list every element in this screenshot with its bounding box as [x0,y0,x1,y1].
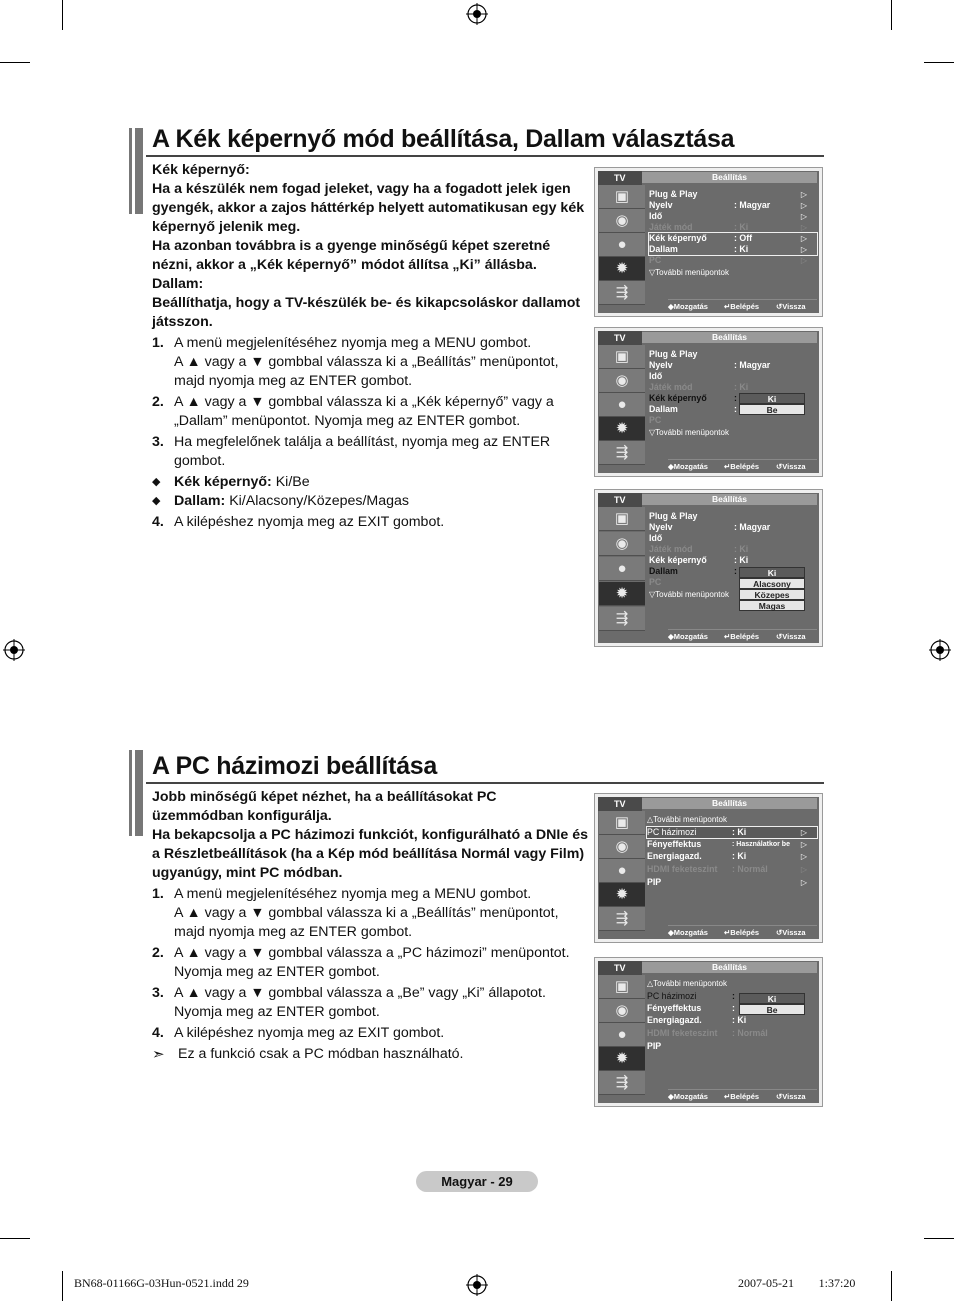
setup-icon: ✹ [599,417,645,441]
intro-paragraph: Ha bekapcsolja a PC házimozi funkciót, konfigurálható a DNIe és a Részletbeállítások (ha a Kép mód beállítása Normál vagy Film) ugyanúgy, mint PC módban. [152,827,588,881]
sound-icon: ◉ [599,532,645,556]
menu-row: PC ▷ [649,255,807,265]
dropdown-option[interactable]: Ki [739,993,805,1004]
step: 4. A kilépéshez nyomja meg az EXIT gombot. [152,1025,445,1041]
intro-paragraph: Ha azonban továbbra is a gyenge minőségű képet szeretné nézni, akkor a „Kék képernyő” módot állítsa „Ki” állásba. [152,238,551,273]
title-underline [146,782,824,784]
menu-row: Fényeffektus : [647,1003,735,1013]
menu-row: Energiagazd. : Ki ▷ [647,851,807,861]
dropdown-option[interactable]: Közepes [739,589,805,600]
crop-mark [0,1238,30,1239]
menu-row: △További menüpontok [647,815,727,824]
menu-row: Plug & Play [649,511,698,521]
menu-row-selected: PC házimozi : Ki ▷ [647,827,817,838]
setup-icon: ✹ [599,257,645,281]
menu-row: Idő [649,371,663,381]
page-number: Magyar - 29 [416,1171,538,1192]
setup-icon: ✹ [599,883,645,907]
step: 2. A ▲ vagy a ▼ gombbal válassza a „PC házimozi” menüpontot. Nyomja meg az ENTER gombot. [152,945,570,980]
tv-label: TV [598,331,642,345]
section-title: A Kék képernyő mód beállítása, Dallam választása [152,125,735,153]
menu-row: Játék mód : Ki [649,544,749,554]
sound-icon: ◉ [599,835,645,859]
menu-row: Energiagazd. : Ki [647,1015,747,1025]
menu-row: Dallam : [649,404,737,414]
input-icon: ⇶ [599,281,645,305]
crop-mark [924,1238,954,1239]
option-bullet: ◆ Kék képernyő: Ki/Be [152,474,310,490]
menu-row: ▽További menüpontok [649,268,729,277]
menu-row: Idő [649,533,663,543]
title-underline [146,155,824,157]
section1-text [152,161,588,534]
tv-label: TV [598,961,642,975]
input-icon: ⇶ [599,607,645,631]
menu-row: Nyelv : Magyar [649,522,771,532]
step: 2. A ▲ vagy a ▼ gombbal válassza ki a „Kék képernyő” vagy a „Dallam” menüpontot. Nyomja meg az ENTER gombot. [152,394,554,429]
menu-row: PIP ▷ [647,877,807,887]
menu-row: △További menüpontok [647,979,727,988]
sound-icon: ◉ [599,209,645,233]
menu-row: PC házimozi : [647,991,735,1001]
menu-row: Nyelv : Magyar [649,360,771,370]
crop-mark [891,1271,892,1301]
channel-icon: ● [599,393,645,417]
picture-icon: ▣ [599,345,645,369]
setup-icon: ✹ [599,1047,645,1071]
menu-row: ▽További menüpontok [649,590,729,599]
sound-icon: ◉ [599,369,645,393]
crop-mark [0,62,30,63]
step: 1. A menü megjelenítéséhez nyomja meg a MENU gombot. A ▲ vagy a ▼ gombbal válassza ki a „Beállítás” menüpontot, majd nyomja meg az ENTER gombot. [152,335,559,389]
section-marker [129,128,143,214]
menu-row: Plug & Play [649,349,698,359]
menu-row: Kék képernyő : [649,393,737,403]
intro-paragraph: Beállíthatja, hogy a TV-készülék be- és kikapcsoláskor dallamot játsszon. [152,295,581,330]
picture-icon: ▣ [599,811,645,835]
osd-footer: ◆ Mozgatás ↵ Belépés ↺ Vissza [668,1092,817,1102]
input-icon: ⇶ [599,441,645,465]
intro-heading: Dallam: [152,276,204,292]
channel-icon: ● [599,557,645,581]
dropdown-option[interactable]: Alacsony [739,578,805,589]
dropdown-option[interactable]: Ki [739,393,805,404]
osd-screen [594,167,823,317]
dropdown-option[interactable]: Be [739,1004,805,1015]
intro-paragraph: Jobb minőségű képet nézhet, ha a beállításokat PC üzemmódban konfigurálja. [152,789,497,824]
dropdown-option[interactable]: Magas [739,600,805,611]
dropdown-option[interactable]: Be [739,404,805,415]
registration-mark-icon [466,1274,488,1296]
crop-mark [62,0,63,30]
menu-row: Kék képernyő : Ki [649,555,749,565]
diamond-icon: ◆ [152,495,161,507]
option-bullet: ◆ Dallam: Ki/Alacsony/Közepes/Magas [152,493,409,509]
menu-row: Dallam : [649,566,737,576]
dropdown-option[interactable]: Ki [739,567,805,578]
channel-icon: ● [599,233,645,257]
picture-icon: ▣ [599,975,645,999]
menu-title: Beállítás [642,332,817,343]
section-title: A PC házimozi beállítása [152,752,438,780]
crop-mark [891,0,892,30]
print-timestamp: 2007-05-21 ￿￿ 1:37:20 [738,1276,856,1290]
osd-footer: ◆ Mozgatás ↵ Belépés ↺ Vissza [668,302,817,312]
picture-icon: ▣ [599,185,645,209]
tv-label: TV [598,493,642,507]
crop-mark [924,62,954,63]
sound-icon: ◉ [599,999,645,1023]
input-icon: ⇶ [599,907,645,931]
osd-screen [594,957,823,1107]
menu-row: PC [649,415,662,425]
tv-label: TV [598,797,642,811]
crop-mark [62,1271,63,1301]
channel-icon: ● [599,1023,645,1047]
intro-paragraph: Ha a készülék nem fogad jeleket, vagy ha a fogadott jelek igen gyengék, akkor a zajos háttérkép helyett automatikusan egy kék képernyő jelenik meg. [152,181,585,235]
menu-row: Játék mód : Ki ▷ [649,222,807,232]
registration-mark-icon [3,639,25,661]
diamond-icon: ◆ [152,476,161,488]
print-filename: BN68-01166G-03Hun-0521.indd 29 [74,1276,249,1290]
menu-row: PC [649,577,662,587]
step: 1. A menü megjelenítéséhez nyomja meg a MENU gombot. A ▲ vagy a ▼ gombbal válassza ki a „Beállítás” menüpontot, majd nyomja meg az ENTER gombot. [152,886,559,940]
intro-heading: Kék képernyő: [152,162,250,178]
menu-title: Beállítás [642,494,817,505]
menu-title: Beállítás [642,172,817,183]
menu-row: HDMI feketeszint : Normál ▷ [647,864,807,874]
step: 4. A kilépéshez nyomja meg az EXIT gombot. [152,514,445,530]
registration-mark-icon [929,639,951,661]
input-icon: ⇶ [599,1071,645,1095]
picture-icon: ▣ [599,507,645,531]
osd-screen [594,489,823,647]
osd-footer: ◆ Mozgatás ↵ Belépés ↺ Vissza [668,928,817,938]
menu-row: Nyelv : Magyar ▷ [649,200,807,210]
menu-row: ▽További menüpontok [649,428,729,437]
section2-text [152,788,592,1064]
menu-row: PIP [647,1041,662,1051]
osd-screen [594,327,823,477]
menu-title: Beállítás [642,962,817,973]
osd-footer: ◆ Mozgatás ↵ Belépés ↺ Vissza [668,632,817,642]
step: 3. A ▲ vagy a ▼ gombbal válassza a „Be” vagy „Ki” állapotot. Nyomja meg az ENTER gombot. [152,985,546,1020]
step: 3. Ha megfelelőnek találja a beállítást, nyomja meg az ENTER gombot. [152,434,551,469]
menu-row-selected: Kék képernyő : Off ▷ Dallam : Ki ▷ [649,233,817,255]
menu-row: Fényeffektus : Használatkor be ▷ [647,839,807,849]
setup-icon: ✹ [599,582,645,606]
note-arrow-icon: ➣ [152,1046,165,1063]
menu-title: Beállítás [642,798,817,809]
registration-mark-icon [466,3,488,25]
osd-footer: ◆ Mozgatás ↵ Belépés ↺ Vissza [668,462,817,472]
note: ➣ Ez a funkció csak a PC módban használható. [152,1046,464,1063]
osd-screen [594,793,823,943]
menu-row: HDMI feketeszint : Normál [647,1028,768,1038]
menu-row: Plug & Play ▷ [649,189,807,199]
menu-row: Idő ▷ [649,211,807,221]
channel-icon: ● [599,859,645,883]
tv-label: TV [598,171,642,185]
menu-row: Játék mód : Ki [649,382,749,392]
section-marker [129,750,143,836]
